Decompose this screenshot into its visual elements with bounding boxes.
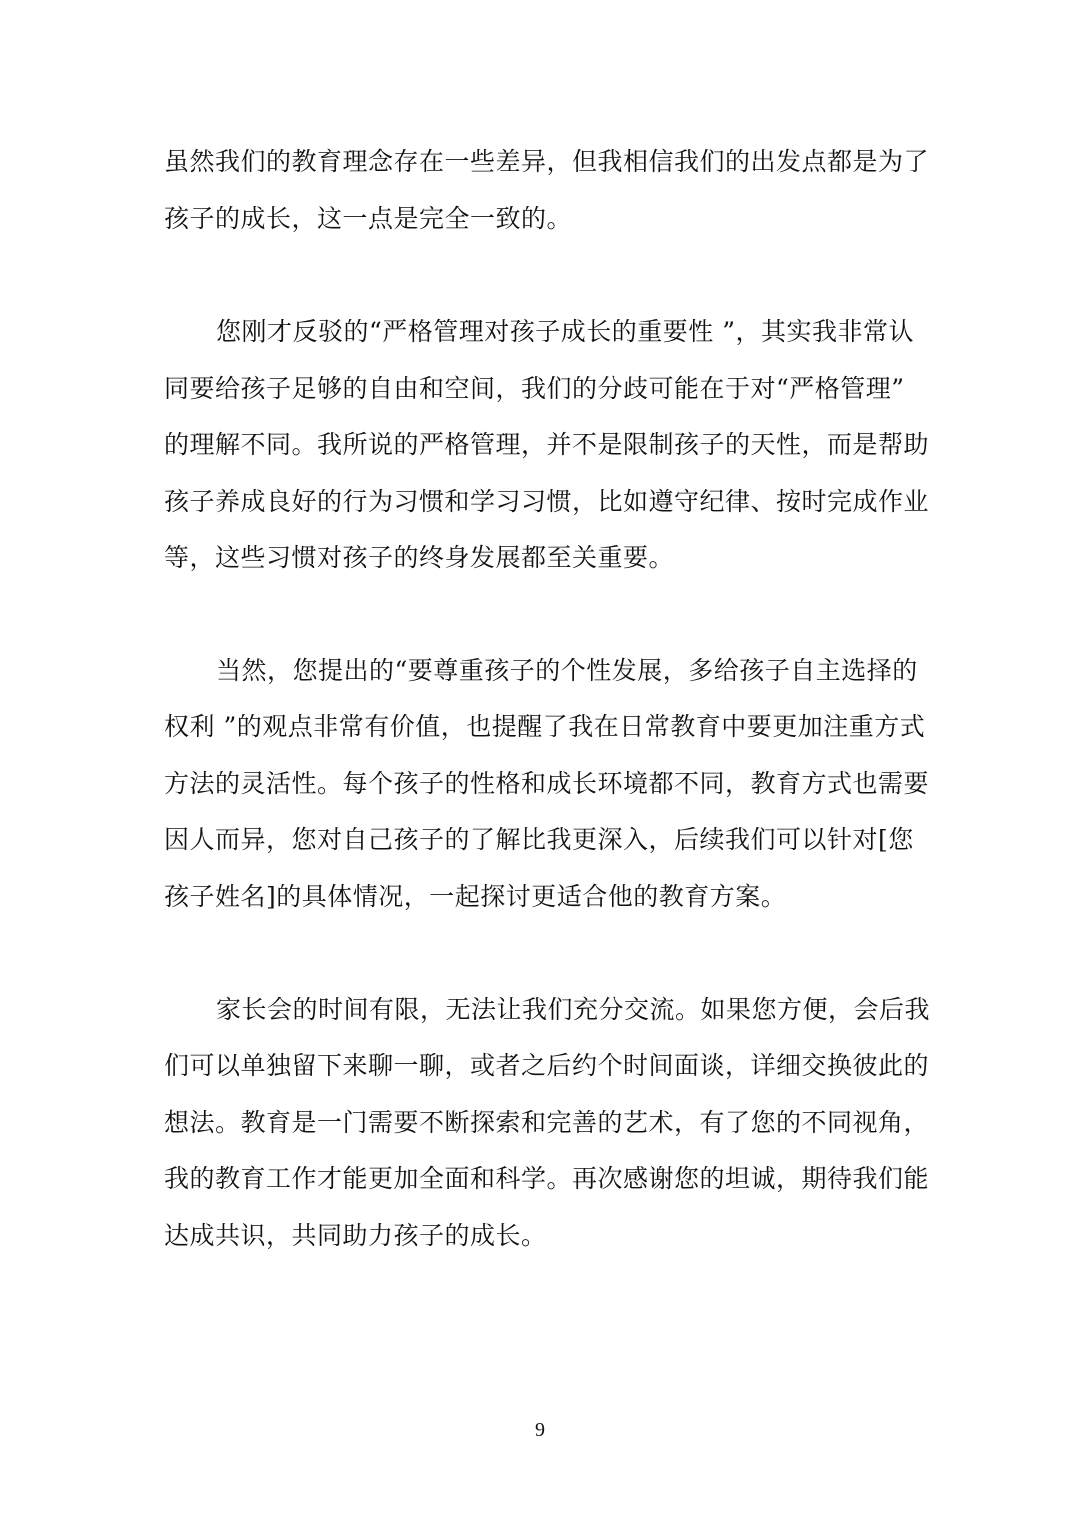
paragraph-3-line-5: 孩子姓名]的具体情况，一起探讨更适合他的教育方案。	[164, 882, 787, 911]
paragraph-2-line-1: 您刚才反驳的“严格管理对孩子成长的重要性 ”，其实我非常认	[216, 317, 915, 346]
paragraph-2-line-3: 的理解不同。我所说的严格管理，并不是限制孩子的天性，而是帮助	[164, 430, 930, 459]
paragraph-4-line-3: 想法。教育是一门需要不断探索和完善的艺术，有了您的不同视角，	[164, 1108, 930, 1137]
paragraph-4-line-5: 达成共识，共同助力孩子的成长。	[164, 1221, 547, 1250]
paragraph-2-line-4: 孩子养成良好的行为习惯和学习习惯，比如遵守纪律、按时完成作业	[164, 487, 930, 516]
paragraph-3-line-1: 当然，您提出的“要尊重孩子的个性发展，多给孩子自主选择的	[216, 656, 918, 685]
page-number: 9	[535, 1419, 545, 1441]
paragraph-1-line-2: 孩子的成长，这一点是完全一致的。	[164, 204, 573, 233]
paragraph-1-line-1: 虽然我们的教育理念存在一些差异，但我相信我们的出发点都是为了	[164, 147, 930, 176]
paragraph-3-line-4: 因人而异，您对自己孩子的了解比我更深入，后续我们可以针对[您	[164, 825, 914, 854]
paragraph-4-line-2: 们可以单独留下来聊一聊，或者之后约个时间面谈，详细交换彼此的	[164, 1051, 930, 1080]
paragraph-2-line-2: 同要给孩子足够的自由和空间，我们的分歧可能在于对“严格管理”	[164, 374, 905, 403]
paragraph-3-line-2: 权利 ”的观点非常有价值，也提醒了我在日常教育中要更加注重方式	[164, 712, 926, 741]
paragraph-3-line-3: 方法的灵活性。每个孩子的性格和成长环境都不同，教育方式也需要	[164, 769, 930, 798]
paragraph-2-line-5: 等，这些习惯对孩子的终身发展都至关重要。	[164, 543, 675, 572]
paragraph-4-line-1: 家长会的时间有限，无法让我们充分交流。如果您方便，会后我	[216, 995, 931, 1024]
paragraph-4-line-4: 我的教育工作才能更加全面和科学。再次感谢您的坦诚，期待我们能	[164, 1164, 930, 1193]
